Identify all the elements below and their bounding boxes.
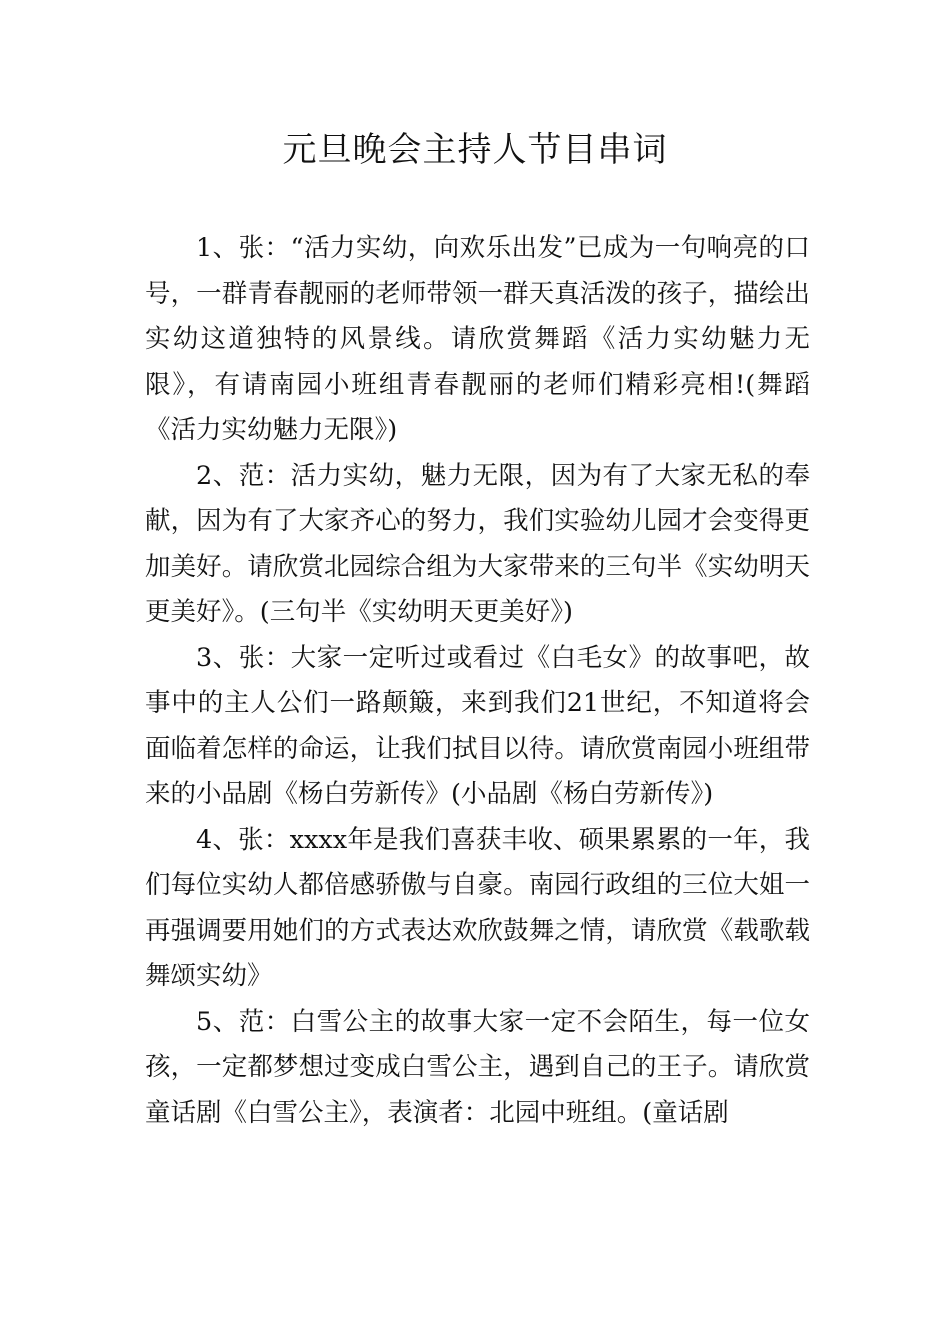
document-body	[145, 226, 810, 1136]
paragraph-5: 5、范：白雪公主的故事大家一定不会陌生，每一位女孩，一定都梦想过变成白雪公主，遇到自己的王子。请欣赏童话剧《白雪公主》，表演者：北园中班组。(童话剧	[145, 1006, 810, 1128]
document-title: 元旦晚会主持人节目串词	[282, 130, 668, 170]
paragraph-4: 4、张：xxxx年是我们喜获丰收、硕果累累的一年，我们每位实幼人都倍感骄傲与自豪。南园行政组的三位大姐一再强调要用她们的方式表达欢欣鼓舞之情，请欣赏《载歌载舞颂实幼》	[145, 824, 810, 991]
paragraph-1: 1、张：“活力实幼，向欢乐出发”已成为一句响亮的口号，一群青春靓丽的老师带领一群天真活泼的孩子，描绘出实幼这道独特的风景线。请欣赏舞蹈《活力实幼魅力无限》，有请南园小班组青春靓丽的老师们精彩亮相!(舞蹈《活力实幼魅力无限》)	[145, 233, 810, 445]
paragraph-2: 2、范：活力实幼，魅力无限，因为有了大家无私的奉献，因为有了大家齐心的努力，我们实验幼儿园才会变得更加美好。请欣赏北园综合组为大家带来的三句半《实幼明天更美好》。(三句半《实幼明天更美好》)	[145, 460, 810, 627]
paragraph-3: 3、张：大家一定听过或看过《白毛女》的故事吧，故事中的主人公们一路颠簸，来到我们21世纪，不知道将会面临着怎样的命运，让我们拭目以待。请欣赏南园小班组带来的小品剧《杨白劳新传》(小品剧《杨白劳新传》)	[145, 642, 810, 809]
